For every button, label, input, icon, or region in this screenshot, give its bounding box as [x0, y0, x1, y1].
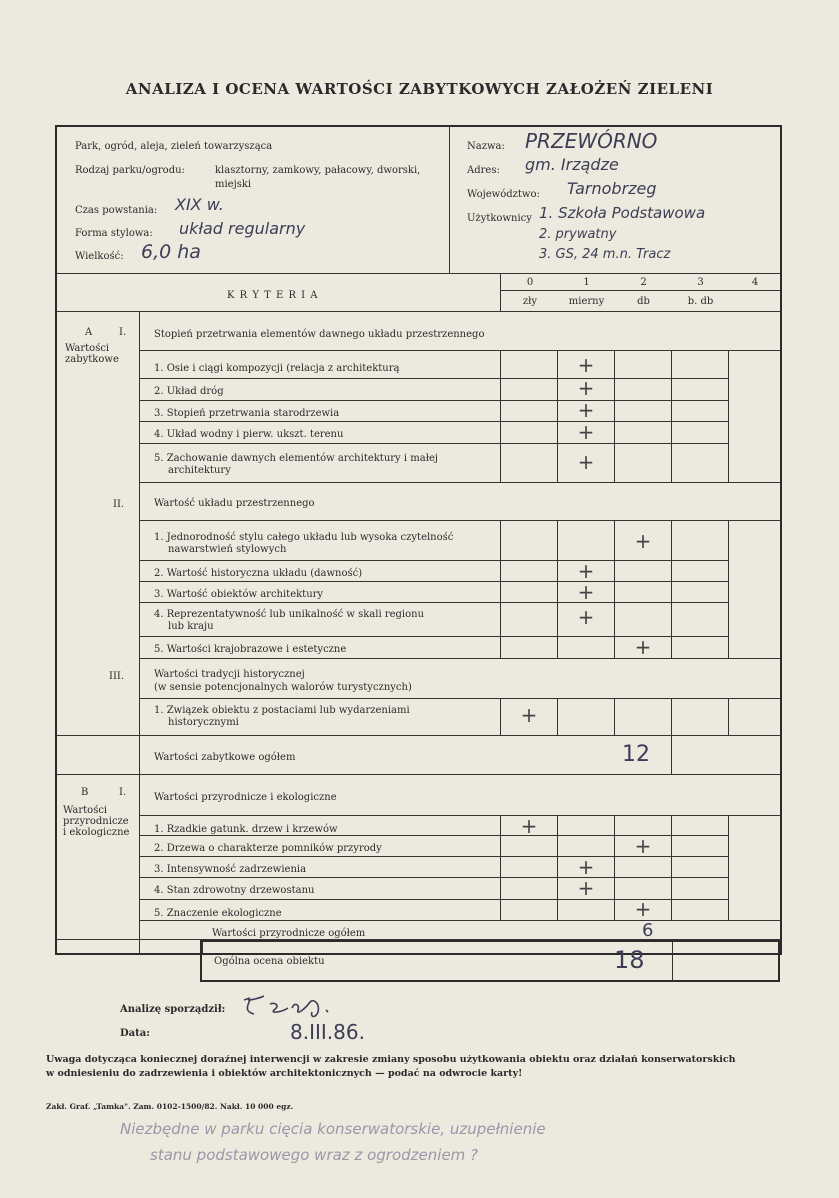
a1-item-2: 2. Układ dróg — [154, 386, 224, 397]
creation-time-label: Czas powstania: — [75, 205, 158, 216]
divider — [139, 421, 729, 422]
divider — [728, 698, 729, 735]
section-b-roman-1: I. — [119, 787, 127, 798]
author-label: Analizę sporządził: — [120, 1004, 226, 1015]
handwritten-note-1: Niezbędne w parku cięcia konserwatorskie, uzupełnienie — [120, 1120, 546, 1138]
mark-a2-2: + — [577, 559, 595, 583]
printer-info: Zakł. Graf. „Tamka". Zam. 0102-1500/82. Nakł. 10 000 egz. — [46, 1102, 294, 1111]
mark-a2-5: + — [634, 635, 652, 659]
divider — [671, 815, 672, 920]
mark-a1-1: + — [577, 353, 595, 377]
a1-item-4: 4. Układ wodny i pierw. ukszt. terenu — [154, 429, 344, 440]
a2-title: Wartość układu przestrzennego — [154, 498, 315, 509]
name-label: Nazwa: — [467, 141, 505, 152]
divider — [671, 350, 672, 482]
criteria-header: K R Y T E R I A — [227, 290, 319, 301]
park-type-options-2: miejski — [215, 179, 252, 190]
section-b-title: Wartości przyrodnicze i ekologiczne — [63, 805, 130, 838]
divider — [139, 658, 781, 659]
divider — [728, 815, 729, 920]
divider — [139, 443, 729, 444]
a2-item-2: 2. Wartość historyczna układu (dawność) — [154, 568, 363, 579]
size-label: Wielkość: — [75, 251, 124, 262]
park-type-label: Rodzaj parku/ogrodu: — [75, 165, 185, 176]
page-title: ANALIZA I OCENA WARTOŚCI ZABYTKOWYCH ZAŁOŻEŃ ZIELENI — [125, 80, 714, 98]
a-total-value: 12 — [622, 742, 650, 767]
divider — [57, 774, 781, 775]
divider — [614, 698, 615, 735]
score-name-1: mierny — [568, 296, 605, 307]
divider — [501, 290, 781, 291]
users-value-3: 3. GS, 24 m.n. Tracz — [539, 247, 671, 262]
overall-value: 18 — [614, 946, 645, 974]
mark-b-3: + — [577, 855, 595, 879]
divider — [139, 815, 781, 816]
divider — [139, 774, 140, 955]
assessment-form — [55, 125, 782, 955]
users-value-2: 2. prywatny — [539, 227, 617, 242]
divider — [57, 273, 781, 274]
a2-item-3: 3. Wartość obiektów architektury — [154, 589, 324, 600]
divider — [500, 520, 501, 658]
mark-a2-4: + — [577, 605, 595, 629]
divider — [139, 482, 781, 483]
a3-subtitle: (w sensie potencjonalnych walorów turystycznych) — [154, 682, 412, 693]
creation-time-value: XIX w. — [175, 195, 224, 214]
section-a-roman-2: II. — [113, 499, 125, 510]
author-signature — [240, 990, 380, 1020]
note-line-1: Uwaga dotycząca koniecznej doraźnej interwencji w zakresie zmiany sposobu użytkowania obiektu oraz działań konserwatorskich — [46, 1054, 736, 1065]
divider — [500, 273, 501, 311]
mark-b-4: + — [577, 876, 595, 900]
a2-item-1b: nawarstwień stylowych — [168, 544, 287, 555]
score-0: 0 — [526, 277, 534, 288]
score-1: 1 — [583, 277, 590, 288]
mark-b-5: + — [634, 897, 652, 921]
overall-score-box — [200, 940, 780, 982]
size-value: 6,0 ha — [141, 241, 201, 263]
object-type-line: Park, ogród, aleja, zieleń towarzysząca — [75, 141, 273, 152]
section-b-letter: B — [81, 787, 89, 798]
users-label: Użytkownicy — [467, 213, 532, 224]
b1-item-4: 4. Stan zdrowotny drzewostanu — [154, 885, 315, 896]
mark-a1-2: + — [577, 376, 595, 400]
divider — [57, 735, 781, 736]
b1-item-1: 1. Rzadkie gatunk. drzew i krzewów — [154, 824, 338, 835]
score-name-2: db — [637, 296, 650, 307]
score-2: 2 — [640, 277, 647, 288]
style-label: Forma stylowa: — [75, 228, 153, 239]
divider — [139, 581, 729, 582]
a1-item-5: 5. Zachowanie dawnych elementów architektury i małej — [154, 453, 438, 464]
divider — [671, 520, 672, 658]
note-line-2: w odniesieniu do zadrzewienia i obiektów architektonicznych — podać na odwrocie karty! — [46, 1068, 523, 1079]
mark-a3-1: + — [520, 703, 538, 727]
a3-item-1b: historycznymi — [168, 717, 239, 728]
score-4: 4 — [751, 277, 759, 288]
a1-title: Stopień przetrwania elementów dawnego układu przestrzennego — [154, 329, 485, 340]
a-total-label: Wartości zabytkowe ogółem — [154, 752, 296, 763]
b1-title: Wartości przyrodnicze i ekologiczne — [154, 792, 337, 803]
a2-item-1: 1. Jednorodność stylu całego układu lub wysoka czytelność — [154, 532, 454, 543]
divider — [671, 735, 672, 774]
address-label: Adres: — [467, 165, 500, 176]
a2-item-4b: lub kraju — [168, 621, 214, 632]
divider — [557, 698, 558, 735]
users-value-1: 1. Szkoła Podstawowa — [539, 204, 706, 222]
name-value: PRZEWÓRNO — [525, 129, 658, 153]
mark-b-2: + — [634, 834, 652, 858]
b1-item-5: 5. Znaczenie ekologiczne — [154, 908, 282, 919]
divider — [139, 735, 140, 774]
voivodeship-value: Tarnobrzeg — [567, 179, 657, 198]
divider — [449, 127, 450, 273]
a1-item-3: 3. Stopień przetrwania starodrzewia — [154, 408, 340, 419]
handwritten-note-2: stanu podstawowego wraz z ogrodzeniem ? — [150, 1146, 479, 1164]
b-total-label: Wartości przyrodnicze ogółem — [212, 928, 366, 939]
mark-a1-5: + — [577, 450, 595, 474]
a3-title: Wartości tradycji historycznej — [154, 669, 305, 680]
divider — [672, 942, 673, 982]
b-total-value: 6 — [642, 920, 654, 941]
section-a-roman-1: I. — [119, 327, 127, 338]
divider — [139, 400, 729, 401]
divider — [671, 698, 672, 735]
score-name-3: b. db — [687, 296, 714, 307]
date-label: Data: — [120, 1028, 150, 1039]
section-a-title: Wartości zabytkowe — [65, 343, 119, 365]
divider — [139, 920, 781, 921]
a3-item-1: 1. Związek obiektu z postaciami lub wydarzeniami — [154, 705, 410, 716]
b1-item-2: 2. Drzewa o charakterze pomników przyrody — [154, 843, 382, 854]
mark-b-1: + — [520, 814, 538, 838]
a1-item-1: 1. Osie i ciągi kompozycji (relacja z architekturą — [154, 363, 400, 374]
score-name-0: zły — [522, 296, 538, 307]
mark-a2-1: + — [634, 529, 652, 553]
divider — [139, 520, 781, 521]
a1-item-5b: architektury — [168, 465, 231, 476]
a2-item-5: 5. Wartości krajobrazowe i estetyczne — [154, 644, 347, 655]
section-a-letter: A — [85, 327, 93, 338]
a2-item-4: 4. Reprezentatywność lub unikalność w skali regionu — [154, 609, 425, 620]
divider — [57, 311, 781, 312]
divider — [139, 350, 781, 351]
mark-a1-3: + — [577, 398, 595, 422]
b1-item-3: 3. Intensywność zadrzewienia — [154, 864, 307, 875]
address-value: gm. Irządze — [525, 155, 619, 174]
divider — [139, 311, 140, 735]
divider — [500, 350, 501, 482]
style-value: układ regularny — [179, 219, 306, 238]
divider — [614, 350, 615, 482]
divider — [139, 602, 729, 603]
voivodeship-label: Województwo: — [467, 189, 540, 200]
section-a-roman-3: III. — [109, 671, 125, 682]
divider — [139, 877, 729, 878]
divider — [139, 560, 729, 561]
date-value: 8.III.86. — [290, 1020, 365, 1044]
score-3: 3 — [697, 277, 704, 288]
divider — [57, 939, 202, 940]
mark-a1-4: + — [577, 420, 595, 444]
park-type-options: klasztorny, zamkowy, pałacowy, dworski, — [215, 165, 421, 176]
overall-label: Ogólna ocena obiektu — [214, 956, 325, 967]
divider — [139, 698, 781, 699]
mark-a2-3: + — [577, 580, 595, 604]
divider — [728, 520, 729, 658]
divider — [139, 378, 729, 379]
divider — [728, 350, 729, 482]
